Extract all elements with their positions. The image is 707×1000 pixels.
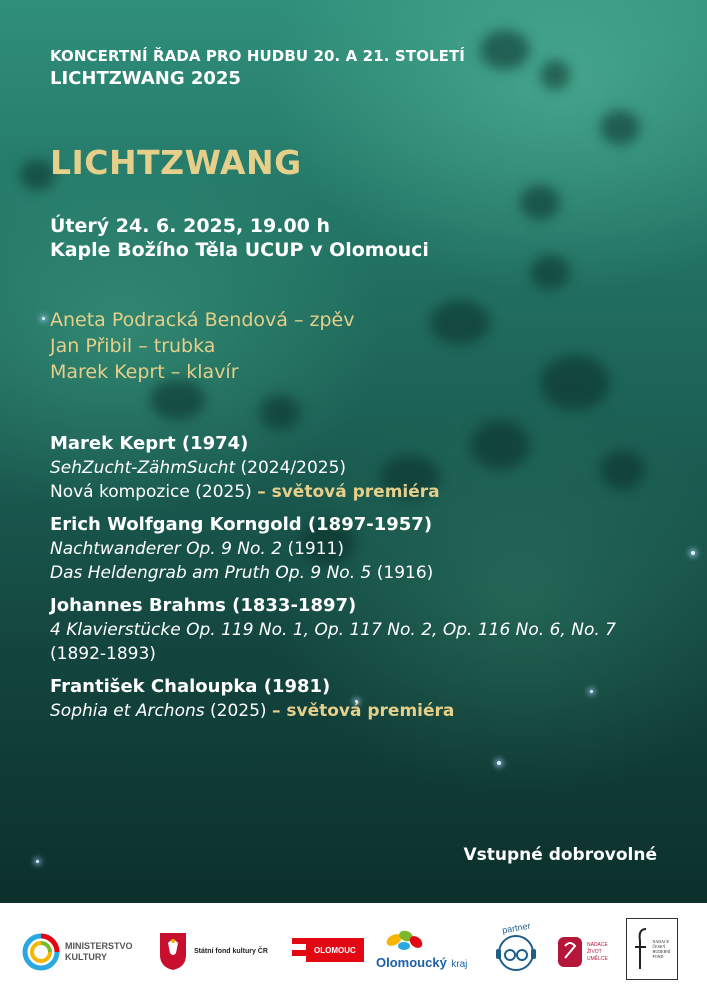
event-date: Úterý 24. 6. 2025, 19.00 h [50, 215, 331, 237]
program-list [50, 432, 650, 732]
city-checker-icon [292, 938, 306, 962]
foundation-mark-icon [557, 936, 583, 968]
olomouc-region-logo [376, 930, 467, 972]
work-line [50, 537, 650, 561]
background-blob [540, 355, 610, 410]
nadace-zivot-umelce-logo [557, 936, 608, 968]
work-detail: (1916) [371, 563, 434, 583]
state-fund-logo [158, 931, 268, 971]
ministry-emblem-icon [22, 933, 60, 971]
performer: Jan Přibil – trubka [50, 335, 216, 357]
star-dot [42, 317, 45, 320]
work-title: Sophia et Archons [50, 701, 205, 721]
composer-name: František Chaloupka (1981) [50, 676, 331, 697]
background-blob [430, 300, 490, 345]
background-blob [260, 395, 300, 430]
music-fund-f-icon [634, 927, 650, 971]
performers-list [50, 307, 354, 385]
performer: Marek Keprt – klavír [50, 361, 239, 383]
music-fund-text: NADACE ČESKÝ HUDEBNÍ FOND [652, 939, 671, 959]
concert-series-heading: KONCERTNÍ ŘADA PRO HUDBU 20. A 21. STOLETÍ [50, 47, 465, 65]
partner-logo [494, 920, 538, 973]
work-title: Nachtwanderer Op. 9 No. 2 [50, 539, 283, 559]
work-detail: (2025) [204, 701, 272, 721]
background-blob [150, 380, 205, 420]
program-item [50, 675, 650, 723]
state-fund-text: Státní fond kultury ČR [194, 947, 268, 955]
premiere-label: – světová premiéra [271, 701, 455, 721]
work-title: 4 Klavierstücke Op. 119 No. 1, Op. 117 No. 2, Op. 116 No. 6, No. 7 [50, 620, 616, 640]
partner-emblem-icon [494, 933, 538, 973]
work-detail: Nová kompozice (2025) [50, 482, 258, 502]
event-venue: Kaple Božího Těla UCUP v Olomouci [50, 239, 429, 261]
event-info [50, 214, 429, 262]
region-suffix: kraj [451, 959, 468, 970]
foundation-text: NADACE ŽIVOT UMĚLCE [587, 941, 608, 962]
czech-lion-crest-icon [158, 931, 188, 971]
background-blob [600, 110, 640, 145]
work-line [50, 618, 650, 666]
star-dot [691, 551, 695, 555]
star-dot [36, 860, 39, 863]
ministry-text: MINISTERSTVO KULTURY [65, 941, 133, 962]
composer-name: Marek Keprt (1974) [50, 433, 249, 454]
premiere-label: – světová premiéra [257, 482, 440, 502]
program-item [50, 432, 650, 504]
series-name: LICHTZWANG 2025 [50, 68, 241, 89]
composer-name: Erich Wolfgang Korngold (1897-1957) [50, 514, 433, 535]
admission-note: Vstupné dobrovolné [463, 845, 657, 865]
partner-label: partner [501, 920, 531, 936]
work-line [50, 456, 650, 480]
sponsor-footer [0, 903, 707, 1000]
background-blob [530, 255, 570, 290]
city-name: OLOMOUC [314, 945, 356, 955]
program-item [50, 513, 650, 585]
work-detail: (2024/2025) [235, 458, 347, 478]
region-flower-icon [384, 930, 424, 958]
background-blob [480, 30, 530, 70]
olomouc-city-logo [292, 938, 364, 962]
ministry-logo [22, 933, 133, 971]
event-title: LICHTZWANG [50, 143, 302, 182]
program-item [50, 594, 650, 666]
work-title: Das Heldengrab am Pruth Op. 9 No. 5 [50, 563, 372, 583]
work-line [50, 699, 650, 723]
work-detail: (1892-1893) [50, 644, 156, 664]
music-fund-box [626, 918, 678, 980]
city-logo-mark [292, 938, 364, 962]
hudebni-fond-logo [626, 918, 678, 980]
work-line [50, 561, 650, 585]
work-line [50, 480, 650, 504]
star-dot [497, 761, 501, 765]
background-blob [540, 60, 570, 90]
performer: Aneta Podracká Bendová – zpěv [50, 309, 355, 331]
work-title: SehZucht-ZähmSucht [50, 458, 236, 478]
composer-name: Johannes Brahms (1833-1897) [50, 595, 357, 616]
work-detail: (1911) [282, 539, 344, 559]
background-blob [520, 185, 560, 220]
region-name: Olomoucký [376, 955, 447, 970]
